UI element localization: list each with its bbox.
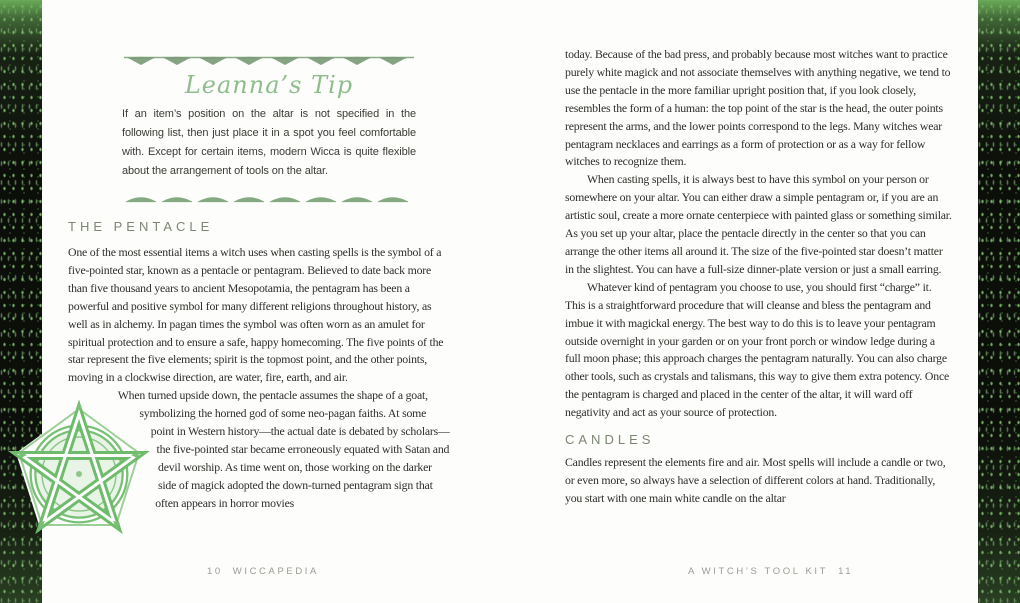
tip-box (122, 54, 416, 203)
pentacle-illustration (68, 244, 160, 556)
right-page-footer (688, 566, 853, 577)
paragraph-text: When turned upside down, the pentacle assumes the shape of a goat, symbolizing the horned god of some neo-pagan faiths. At some point in Western history—the actual date is debated by scholars—the five-pointed star became erroneously equated with Satan and devil worship. As time went on, those working on the darker side of magick adopted the down-turned pentagram sign that often appears in horror movies (117, 388, 450, 510)
right-page-number: 11 (838, 566, 854, 577)
paragraph-text: When casting spells, it is always best to have this symbol on your person or somewhere on your altar. You can either draw a simple pentagram or, if you are an artistic soul, create a more ornate centerpiece with painted glass or something similar. As you set up your altar, place the pentacle directly in the center so that you can arrange the other items all around it. The size of the five-pointed star doesn’t matter in the slightest. You can have a full-size dinner-plate version or just a small earring. (565, 172, 952, 276)
pentacle-paragraph-1 (68, 244, 450, 387)
paragraph-text: Whatever kind of pentagram you choose to use, you should first “charge” it. This is a straightforward procedure that will cleanse and bless the pentagram and imbue it with magickal energy. The best way to do this is to leave your pentagram outside overnight in your garden or on your front porch or window ledge during a full moon phase; this approach charges the pentagram naturally. You can also charge other tools, such as crystals and talismans, this way to give them extra potency. Once the pentagram is charged and placed in the center of the altar, it will ward off negativity and act as your source of protection. (565, 279, 950, 420)
pentagram-icon (17, 400, 142, 548)
left-body-text (68, 244, 450, 513)
right-column (565, 46, 953, 508)
paragraph-text: Candles represent the elements fire and air. Most spells will include a candle or two, or even more, so always have a selection of different colors at hand. Traditionally, you start with one main white candle on the altar (565, 454, 946, 505)
left-page (42, 0, 510, 603)
paragraph-text: today. Because of the bad press, and probably because most witches want to practice purely white magick and not associate themselves with anything negative, we tend to use the pentacle in the more familiar upright position that, if you look closely, resembles the form of a human: the top point of the star is the head, the outer points represent the arms, and the lower points correspond to the legs. Many witches wear pentagram necklaces and earrings as a form of protection or as a way for fellow witches to recognize them. (565, 47, 951, 169)
section-heading-pentacle: THE PENTACLE (68, 219, 214, 234)
book-cover-edge-right (978, 0, 1020, 603)
right-page (510, 0, 978, 603)
tip-text: If an item’s position on the altar is not specified in the following list, then just place it in a spot you feel comfortable with. Except for certain items, modern Wicca is quite flexible about the arrangement of tools on the altar. (122, 108, 416, 177)
pentacle-paragraph-4 (565, 171, 953, 278)
left-page-number: 10 (207, 566, 223, 577)
pentacle-paragraph-5 (565, 279, 953, 422)
pentacle-paragraph-3 (565, 46, 953, 171)
right-running-title: A WITCH’S TOOL KIT (688, 566, 829, 577)
paragraph-text: One of the most essential items a witch uses when casting spells is the symbol of a five-pointed star, known as a pentacle or pentagram. Believed to date back more than five thousand years to ancient Mesopotamia, the pentagram has been a powerful and positive symbol for many different religions throughout history, as well as in alchemy. In pagan times the symbol was often worn as an amulet for spiritual protection and to ensure a safe, happy homecoming. The five points of the star represent the five elements; spirit is the topmost point, and the other points, moving in a clockwise direction, are water, fire, earth, and air. (68, 245, 444, 385)
tip-border-top-ornament (122, 54, 416, 67)
candles-paragraph-1 (565, 454, 953, 508)
left-column (68, 199, 450, 556)
left-page-footer (207, 566, 319, 577)
tip-title: Leanna’s Tip (184, 71, 354, 99)
section-heading-candles: CANDLES (565, 432, 655, 448)
right-body-text (565, 46, 953, 508)
left-running-title: WICCAPEDIA (232, 566, 319, 577)
